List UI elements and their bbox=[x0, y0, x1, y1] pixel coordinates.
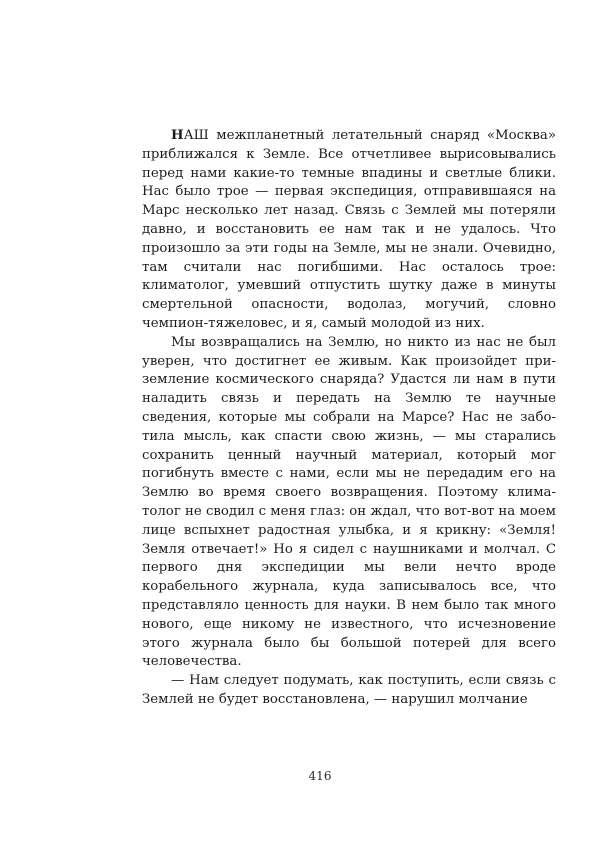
page-text-block bbox=[142, 127, 556, 710]
page-number: 416 bbox=[308, 769, 332, 783]
paragraph-1-body: межпланетный летательный снаряд «Москва» приближался к Земле. Все отчетливее вырисовывались перед нами какие-то темные впадины и светлые блики. Нас было трое — первая экспедиция, отправившаяся на Марс несколько лет назад. Связь с Землей мы потеряли давно, и восстановить ее нам так и не удалось. Что произошло за эти годы на Земле, мы не знали. Очевидно, там считали нас погибшими. Нас осталось трое: климатолог, умевший отпустить шутку даже в минуты смертельной опасности, водолаз, могучий, словно чемпион-тяжеловес, и я, самый молодой из них. bbox=[142, 128, 556, 331]
paragraph-1-lead: АШ bbox=[183, 128, 209, 143]
paragraph-3: — Нам следует подумать, как поступить, если связь с Землей не будет восстановлена, — нарушил молчание bbox=[142, 673, 556, 707]
drop-initial: Н bbox=[171, 128, 184, 143]
paragraph-1 bbox=[142, 127, 556, 334]
paragraph-2: Мы возвращались на Землю, но никто из нас не был уверен, что достигнет ее живым. Как произойдет приземление космического снаряда? Удастся ли нам в пути наладить связь и передать на Землю те научные сведения, которые мы собрали на Марсе? Нас не заботила мысль, как спасти свою жизнь, — мы старались сохранить ценный научный материал, который мог погибнуть вместе с нами, если мы не передадим его на Землю во время своего возвращения. Поэтому климатолог не сводил с меня глаз: он ждал, что вот-вот на моем лице вспыхнет радостная улыбка, и я крикну: «Земля! Земля отвечает!» Но я сидел с наушниками и молчал. С первого дня экспедиции мы вели нечто вроде корабельного журнала, куда записывалось все, что представляло ценность для науки. В нем было так много нового, еще никому не известного, что исчезновение этого журнала было бы большой потерей для всего человечества. bbox=[142, 334, 557, 670]
